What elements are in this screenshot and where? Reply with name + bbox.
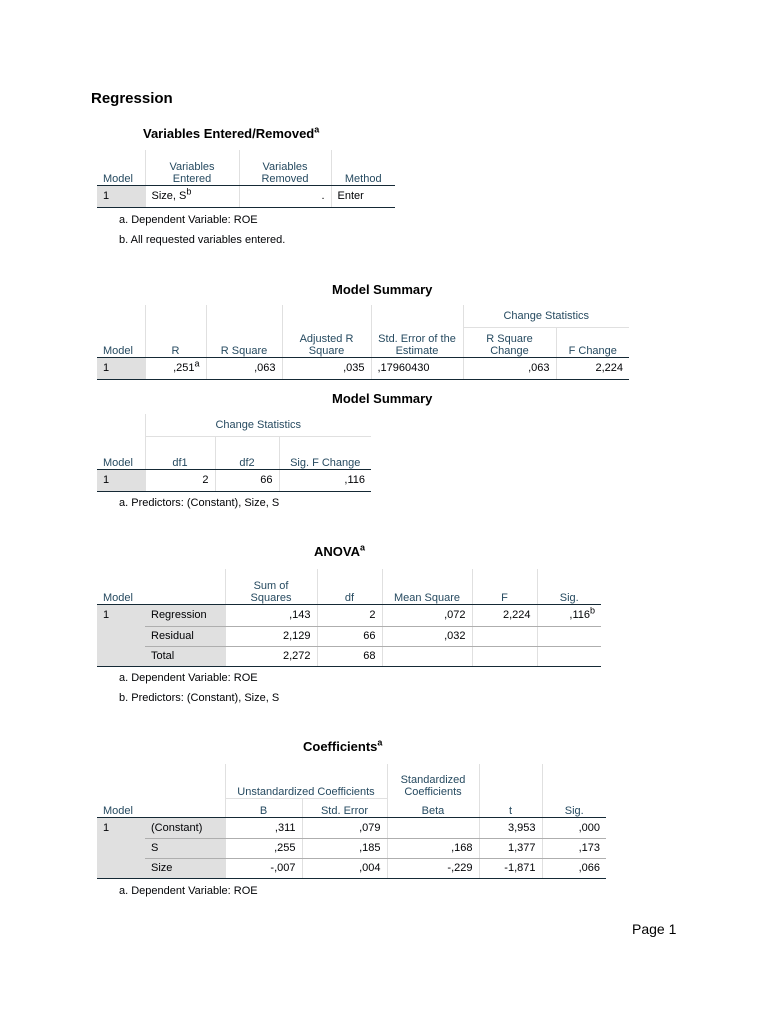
col-t: t [479, 798, 542, 817]
ms-note-a: a. Predictors: (Constant), Size, S [119, 497, 280, 509]
col-model: Model [97, 569, 225, 604]
cell-t: 1,377 [479, 838, 542, 858]
col-sig-f-change: Sig. F Change [279, 436, 371, 469]
col-entered-l2: Entered [172, 172, 212, 185]
cell-se: ,079 [302, 817, 387, 838]
table-row [97, 858, 606, 878]
cell-df: 66 [317, 626, 382, 646]
cell-sig-f-change: ,116 [279, 469, 371, 491]
cell-df: 2 [317, 604, 382, 626]
coef-note-a: a. Dependent Variable: ROE [119, 885, 258, 897]
col-df: df [317, 569, 382, 604]
col-model: Model [97, 436, 145, 469]
col-model: Model [97, 798, 225, 817]
cell-sig: ,173 [542, 838, 606, 858]
cell-entered-sup: b [186, 186, 192, 197]
cell-method: Enter [331, 185, 395, 207]
col-df1: df1 [145, 436, 215, 469]
col-adj-l1: Adjusted R [299, 332, 354, 345]
cell-b: ,255 [225, 838, 302, 858]
col-adjusted-r-square [282, 327, 371, 357]
cell-entered [145, 185, 239, 207]
cell-f [472, 626, 537, 646]
vars-note-a: a. Dependent Variable: ROE [119, 214, 258, 226]
col-sig: Sig. [542, 798, 606, 817]
coefficients-title [303, 739, 382, 754]
model-summary-table [97, 305, 629, 380]
cell-b: -,007 [225, 858, 302, 878]
cell-se: ,185 [302, 838, 387, 858]
col-entered [145, 150, 239, 185]
cell-std-error: ,17960430 [371, 357, 463, 379]
standardized-header [387, 764, 479, 798]
col-beta: Beta [387, 798, 479, 817]
cell-entered-text: Size, S [151, 190, 187, 202]
vars-title [143, 126, 319, 141]
col-ss-l1: Sum of [253, 579, 289, 592]
cell-f-change: 2,224 [556, 357, 629, 379]
model-summary-2-title: Model Summary [332, 391, 433, 406]
cell-sig [537, 626, 601, 646]
col-ss-l2: Squares [250, 591, 292, 604]
table-row [97, 469, 371, 491]
row-model: 1 [97, 817, 145, 878]
cell-df: 68 [317, 646, 382, 666]
cell-r-square-change: ,063 [463, 357, 556, 379]
cell-ms: ,072 [382, 604, 472, 626]
cell-r [145, 357, 206, 379]
anova-title [314, 544, 365, 559]
model-summary-title: Model Summary [332, 282, 433, 297]
col-se-l1: Std. Error of the [378, 332, 456, 345]
coef-title-sup: a [377, 737, 383, 748]
cell-ms: ,032 [382, 626, 472, 646]
vars-title-text: Variables Entered/Removed [143, 126, 315, 141]
cell-b: ,311 [225, 817, 302, 838]
cell-sig-text: ,116 [569, 609, 590, 621]
table-row [97, 357, 629, 379]
cell-sig-sup: b [589, 605, 595, 616]
cell-sig: ,000 [542, 817, 606, 838]
cell-r-text: ,251 [173, 362, 195, 374]
col-std-error: Std. Error [302, 798, 387, 817]
coef-title-text: Coefficients [303, 739, 378, 754]
col-se-l2: Estimate [395, 344, 439, 357]
cell-ms [382, 646, 472, 666]
cell-f [472, 646, 537, 666]
row-label: S [145, 838, 225, 858]
cell-df1: 2 [145, 469, 215, 491]
model-summary-2-table [97, 414, 371, 492]
cell-df2: 66 [215, 469, 279, 491]
col-rsqc-l1: R Square [486, 332, 533, 345]
anova-title-sup: a [359, 542, 365, 553]
col-removed-l2: Removed [261, 172, 309, 185]
col-r-square: R Square [206, 327, 282, 357]
cell-t: 3,953 [479, 817, 542, 838]
change-statistics-header: Change Statistics [463, 305, 629, 327]
col-std-l1: Standardized [400, 774, 466, 786]
col-entered-l1: Variables [169, 160, 215, 173]
cell-removed: . [239, 185, 331, 207]
vars-note-b: b. All requested variables entered. [119, 234, 286, 246]
row-label: Residual [145, 626, 225, 646]
cell-adjusted-r-square: ,035 [282, 357, 371, 379]
cell-f: 2,224 [472, 604, 537, 626]
cell-se: ,004 [302, 858, 387, 878]
col-removed [239, 150, 331, 185]
page-number: Page 1 [632, 921, 677, 937]
col-model: Model [97, 150, 145, 185]
col-std-error [371, 327, 463, 357]
variables-table [97, 150, 395, 208]
col-std-l2: Coefficients [404, 786, 462, 798]
cell-r-sup: a [194, 358, 200, 369]
row-label: Regression [145, 604, 225, 626]
row-model: 1 [97, 604, 145, 666]
table-row [97, 604, 601, 626]
change-statistics-header: Change Statistics [145, 414, 371, 436]
table-row [97, 646, 601, 666]
col-r-square-change [463, 327, 556, 357]
col-r: R [145, 327, 206, 357]
cell-ss: 2,272 [225, 646, 317, 666]
col-f-change: F Change [556, 327, 629, 357]
row-model: 1 [97, 469, 145, 491]
table-row [97, 185, 395, 207]
row-model: 1 [97, 185, 145, 207]
col-sum-of-squares [225, 569, 317, 604]
col-rsqc-l2: Change [490, 344, 529, 357]
col-adj-l2: Square [308, 344, 345, 357]
cell-beta: ,168 [387, 838, 479, 858]
cell-t: -1,871 [479, 858, 542, 878]
cell-sig: ,066 [542, 858, 606, 878]
cell-beta: -,229 [387, 858, 479, 878]
col-removed-l1: Variables [262, 160, 308, 173]
col-model: Model [97, 327, 145, 357]
col-sig: Sig. [537, 569, 601, 604]
cell-ss: ,143 [225, 604, 317, 626]
section-title: Regression [91, 90, 173, 107]
col-f: F [472, 569, 537, 604]
coefficients-table [97, 764, 606, 879]
col-b: B [225, 798, 302, 817]
row-label: Size [145, 858, 225, 878]
row-label: (Constant) [145, 817, 225, 838]
table-row [97, 626, 601, 646]
row-label: Total [145, 646, 225, 666]
col-mean-square: Mean Square [382, 569, 472, 604]
table-row [97, 817, 606, 838]
anova-note-a: a. Dependent Variable: ROE [119, 672, 258, 684]
col-method: Method [331, 150, 395, 185]
cell-ss: 2,129 [225, 626, 317, 646]
cell-sig [537, 646, 601, 666]
cell-sig [537, 604, 601, 626]
table-row [97, 838, 606, 858]
vars-title-sup: a [314, 124, 320, 135]
cell-r-square: ,063 [206, 357, 282, 379]
row-model: 1 [97, 357, 145, 379]
anova-note-b: b. Predictors: (Constant), Size, S [119, 692, 280, 704]
unstandardized-header: Unstandardized Coefficients [225, 764, 387, 798]
cell-beta [387, 817, 479, 838]
col-df2: df2 [215, 436, 279, 469]
anova-table [97, 569, 601, 667]
anova-title-text: ANOVA [314, 544, 360, 559]
